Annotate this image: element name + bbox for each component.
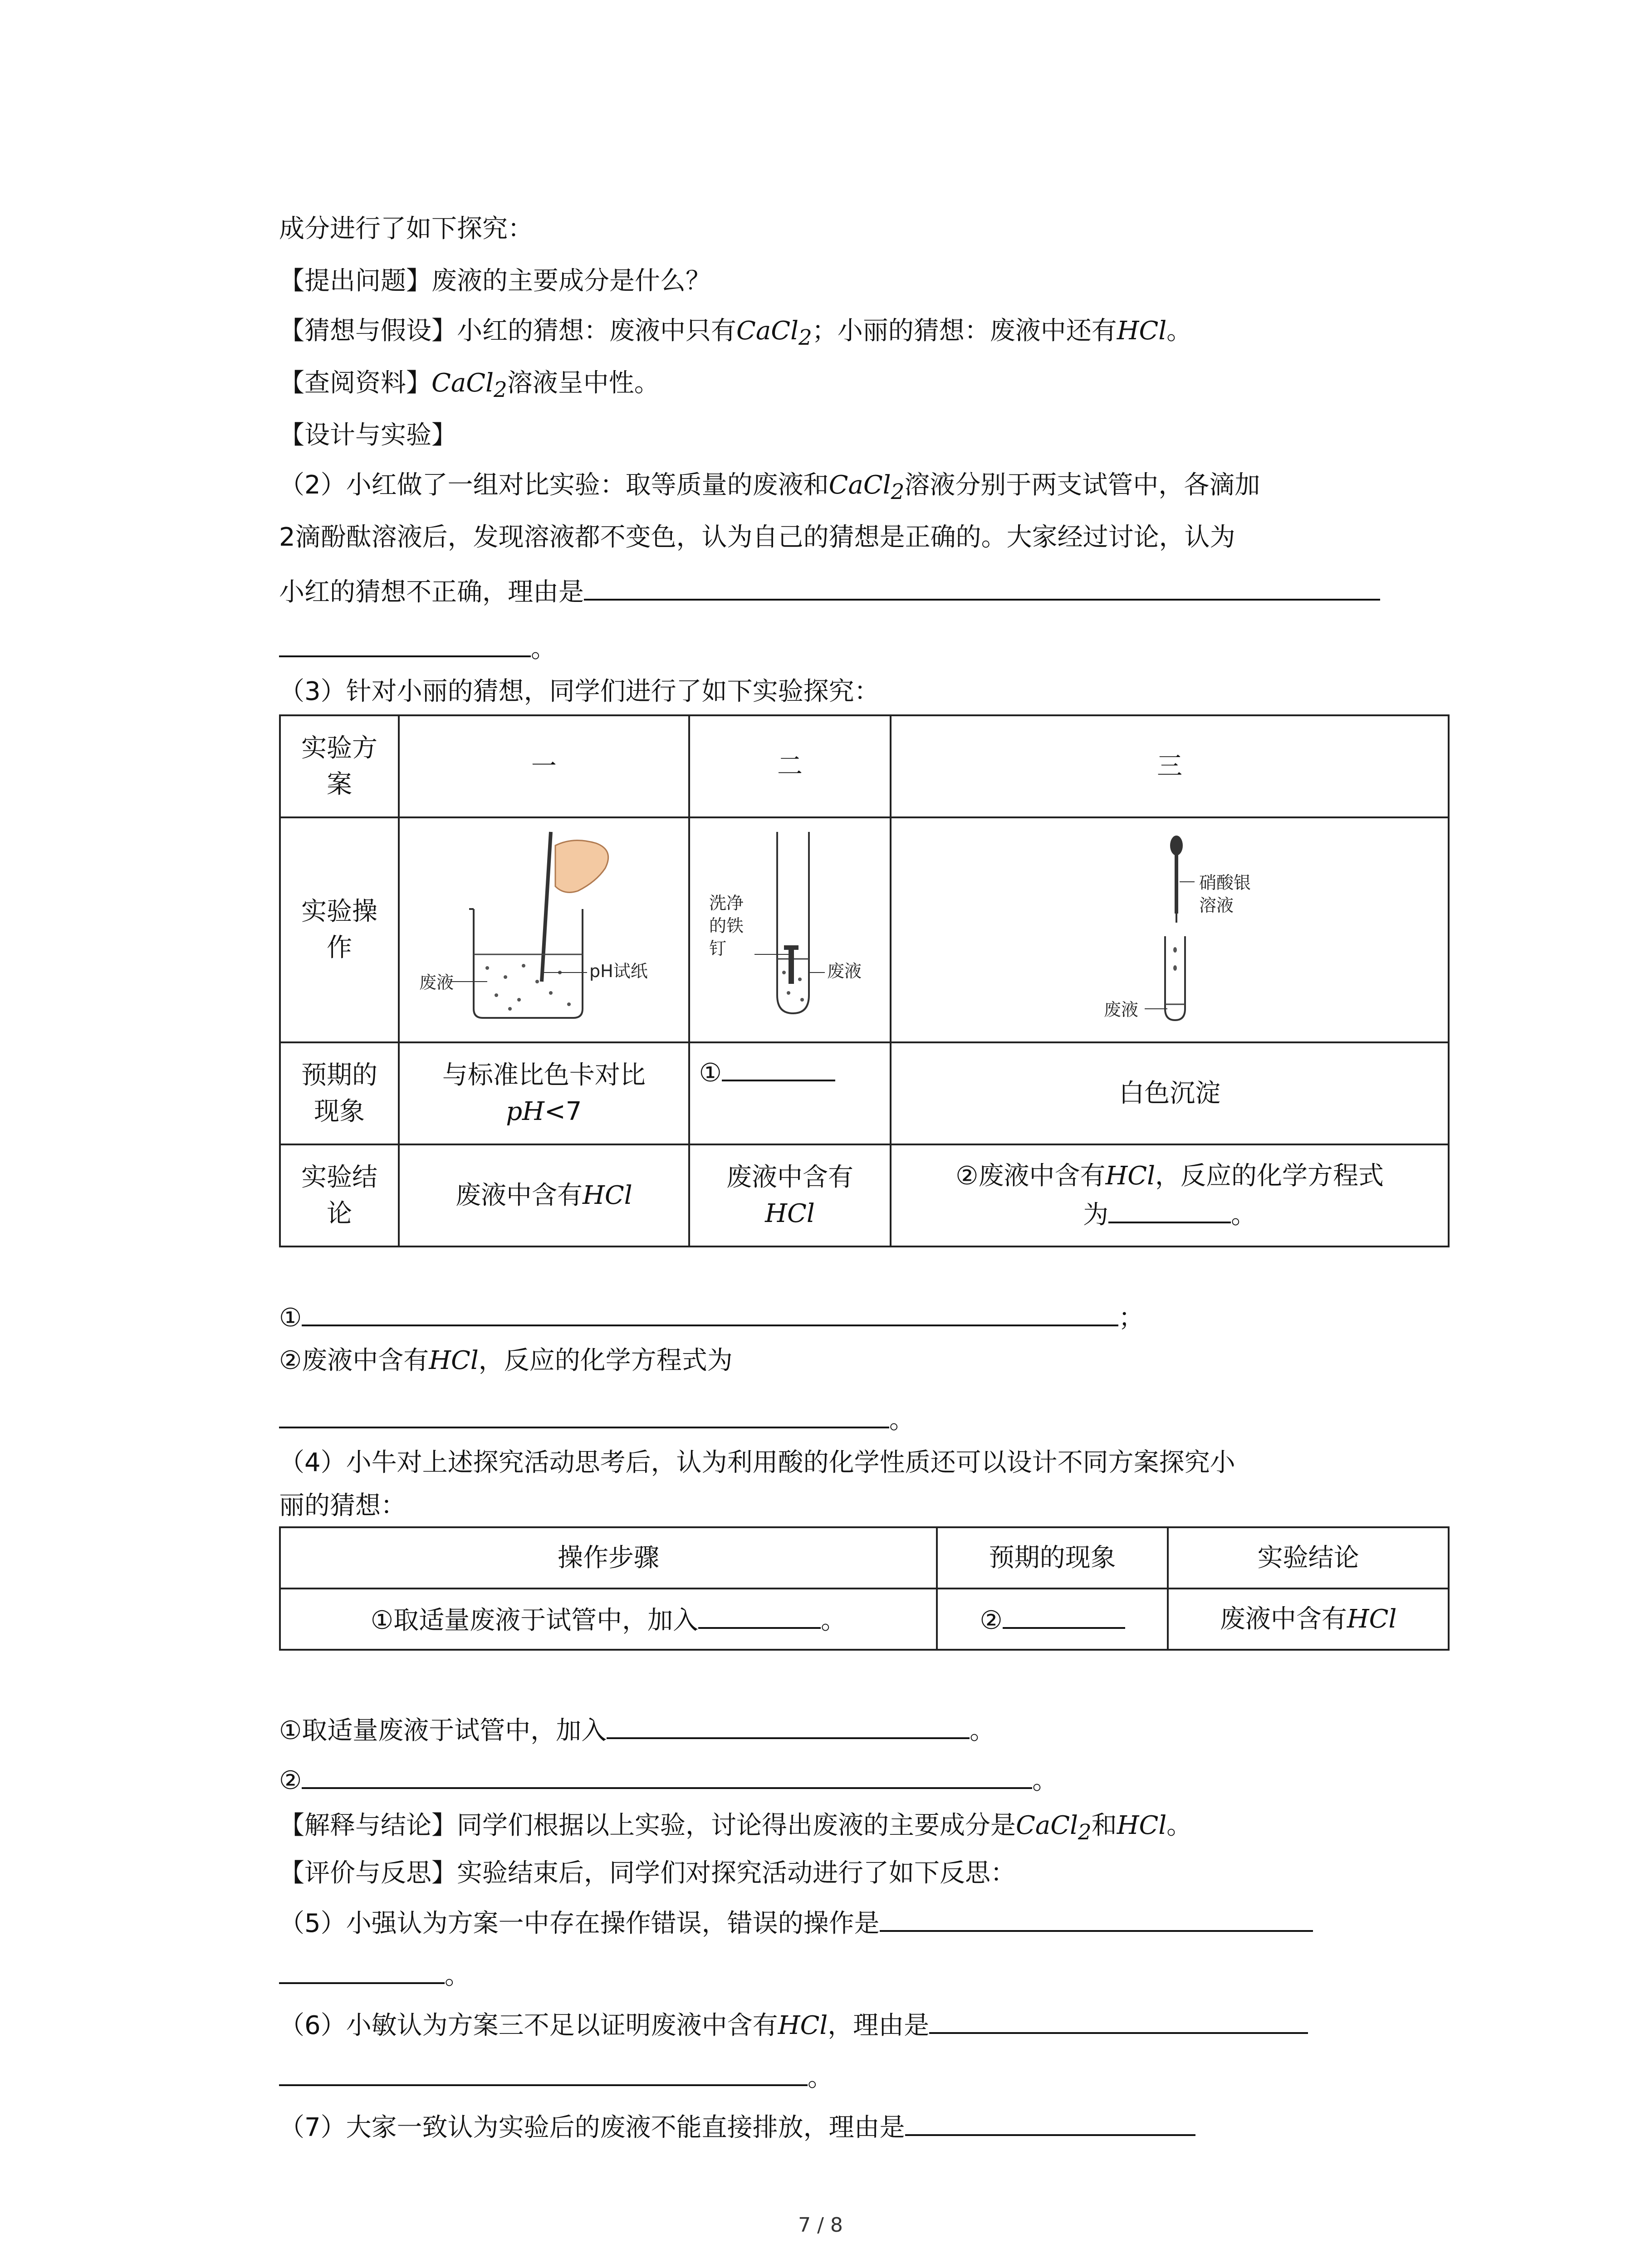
- t2-conclusion: 废液中含有HCl: [1168, 1589, 1449, 1650]
- row-label-phenomenon: 预期的现象: [280, 1042, 399, 1144]
- label-waste-3: 废液: [1104, 1000, 1139, 1020]
- page-number: 7 / 8: [798, 2214, 843, 2237]
- header-two: 二: [689, 715, 891, 817]
- header-one: 一: [399, 715, 689, 817]
- t2-step: ①取适量废液于试管中，加入 。: [280, 1589, 937, 1650]
- beaker-ph-figure: [406, 818, 682, 1031]
- reflection-line: 【评价与反思】实验结束后，同学们对探究活动进行了如下反思：: [279, 1858, 1016, 1888]
- conclusion-two: 废液中含有 HCl: [689, 1144, 891, 1246]
- figure-silver-nitrate: [891, 817, 1449, 1042]
- t2-header-phenomenon: 预期的现象: [937, 1527, 1168, 1589]
- answer-blank-1[interactable]: [302, 1297, 1118, 1326]
- answer-blank-q6[interactable]: [929, 2005, 1308, 2034]
- design-heading: 【设计与实验】: [279, 420, 457, 450]
- dropper-silver-figure: [897, 818, 1442, 1031]
- answer-blank-q2[interactable]: [584, 572, 1380, 601]
- answer-blank-t2-reagent[interactable]: [698, 1600, 821, 1629]
- figure-iron-nail: [689, 817, 891, 1042]
- answer-2-blank-line: 。: [279, 1399, 915, 1438]
- answer-2-line: ②废液中含有HCl，反应的化学方程式为: [279, 1346, 733, 1375]
- intro-line: 成分进行了如下探究：: [279, 214, 533, 244]
- answer-1-line: ① ；: [279, 1297, 1144, 1336]
- label-nail-2: 的铁: [709, 916, 744, 936]
- label-nail-3: 钉: [709, 938, 727, 958]
- answer-blank-q5-cont[interactable]: [279, 1955, 445, 1984]
- q6-line2: 。: [279, 2057, 833, 2096]
- q5-line2: 。: [279, 1955, 470, 1994]
- answer-blank-table-2[interactable]: [1108, 1194, 1231, 1223]
- row-label-scheme: 实验方案: [280, 715, 399, 817]
- q7-line: （7）大家一致认为实验后的废液不能直接排放，理由是: [279, 2107, 1195, 2146]
- figure-ph-test: [399, 817, 689, 1042]
- label-silver-1: 硝酸银: [1199, 873, 1251, 893]
- answer-4-2-line: ② 。: [279, 1760, 1058, 1799]
- hypothesis-line: 【猜想与假设】小红的猜想：废液中只有CaCl$_2$；小丽的猜想：废液中还有HCl。: [279, 316, 1192, 351]
- label-ph-paper: pH试纸: [589, 961, 648, 981]
- answer-blank-q2-cont[interactable]: [279, 628, 531, 657]
- answer-blank-q5[interactable]: [880, 1903, 1313, 1932]
- test-tube-nail-figure: [696, 818, 884, 1031]
- q6-line: （6）小敏认为方案三不足以证明废液中含有HCl，理由是: [279, 2005, 1308, 2044]
- acid-property-table: [279, 1526, 1450, 1651]
- q2-line2: 2滴酚酞溶液后，发现溶液都不变色，认为自己的猜想是正确的。大家经过讨论，认为: [279, 523, 1235, 552]
- phenomenon-three: 白色沉淀: [891, 1042, 1449, 1144]
- header-three: 三: [891, 715, 1449, 817]
- label-nail-1: 洗净: [709, 893, 744, 913]
- answer-blank-q6-cont[interactable]: [279, 2057, 808, 2086]
- answer-blank-2[interactable]: [279, 1399, 889, 1428]
- label-silver-2: 溶液: [1199, 895, 1234, 915]
- answer-blank-table-1[interactable]: [722, 1052, 835, 1081]
- label-waste-2: 废液: [827, 961, 862, 981]
- answer-4-1-line: ①取适量废液于试管中，加入 。: [279, 1710, 995, 1749]
- answer-blank-4-1[interactable]: [607, 1710, 970, 1739]
- t2-header-conclusion: 实验结论: [1168, 1527, 1449, 1589]
- q2-line4: 。: [279, 628, 556, 667]
- row-label-conclusion: 实验结论: [280, 1144, 399, 1246]
- q5-line: （5）小强认为方案一中存在操作错误，错误的操作是: [279, 1903, 1313, 1942]
- q2-line1: （2）小红做了一组对比实验：取等质量的废液和CaCl$_2$溶液分别于两支试管中，各滴加: [279, 470, 1260, 505]
- experiment-table: [279, 714, 1450, 1247]
- conclusion-three: ②废液中含有HCl，反应的化学方程式 为 。: [891, 1144, 1449, 1246]
- q2-line3: 小红的猜想不正确，理由是: [279, 572, 1380, 611]
- q4-line2: 丽的猜想：: [279, 1491, 406, 1520]
- phenomenon-two: ①: [689, 1042, 891, 1144]
- row-label-operation: 实验操作: [280, 817, 399, 1042]
- phenomenon-one: 与标准比色卡对比 pH<7: [399, 1042, 689, 1144]
- q4-line1: （4）小牛对上述探究活动思考后，认为利用酸的化学性质还可以设计不同方案探究小: [279, 1448, 1235, 1477]
- q3-line: （3）针对小丽的猜想，同学们进行了如下实验探究：: [279, 677, 880, 706]
- answer-blank-4-2[interactable]: [302, 1760, 1032, 1789]
- label-waste: 废液: [419, 973, 454, 992]
- t2-phenomenon: ②: [937, 1589, 1168, 1650]
- question-line: 【提出问题】废液的主要成分是什么？: [279, 266, 711, 296]
- conclusion-line: 【解释与结论】同学们根据以上实验，讨论得出废液的主要成分是CaCl$_2$和HCl。: [279, 1811, 1192, 1845]
- reference-line: 【查阅资料】CaCl$_2$溶液呈中性。: [279, 368, 660, 403]
- conclusion-one: 废液中含有HCl: [399, 1144, 689, 1246]
- t2-header-steps: 操作步骤: [280, 1527, 937, 1589]
- answer-blank-q7[interactable]: [905, 2107, 1195, 2136]
- answer-blank-t2-phenomenon[interactable]: [1003, 1600, 1125, 1629]
